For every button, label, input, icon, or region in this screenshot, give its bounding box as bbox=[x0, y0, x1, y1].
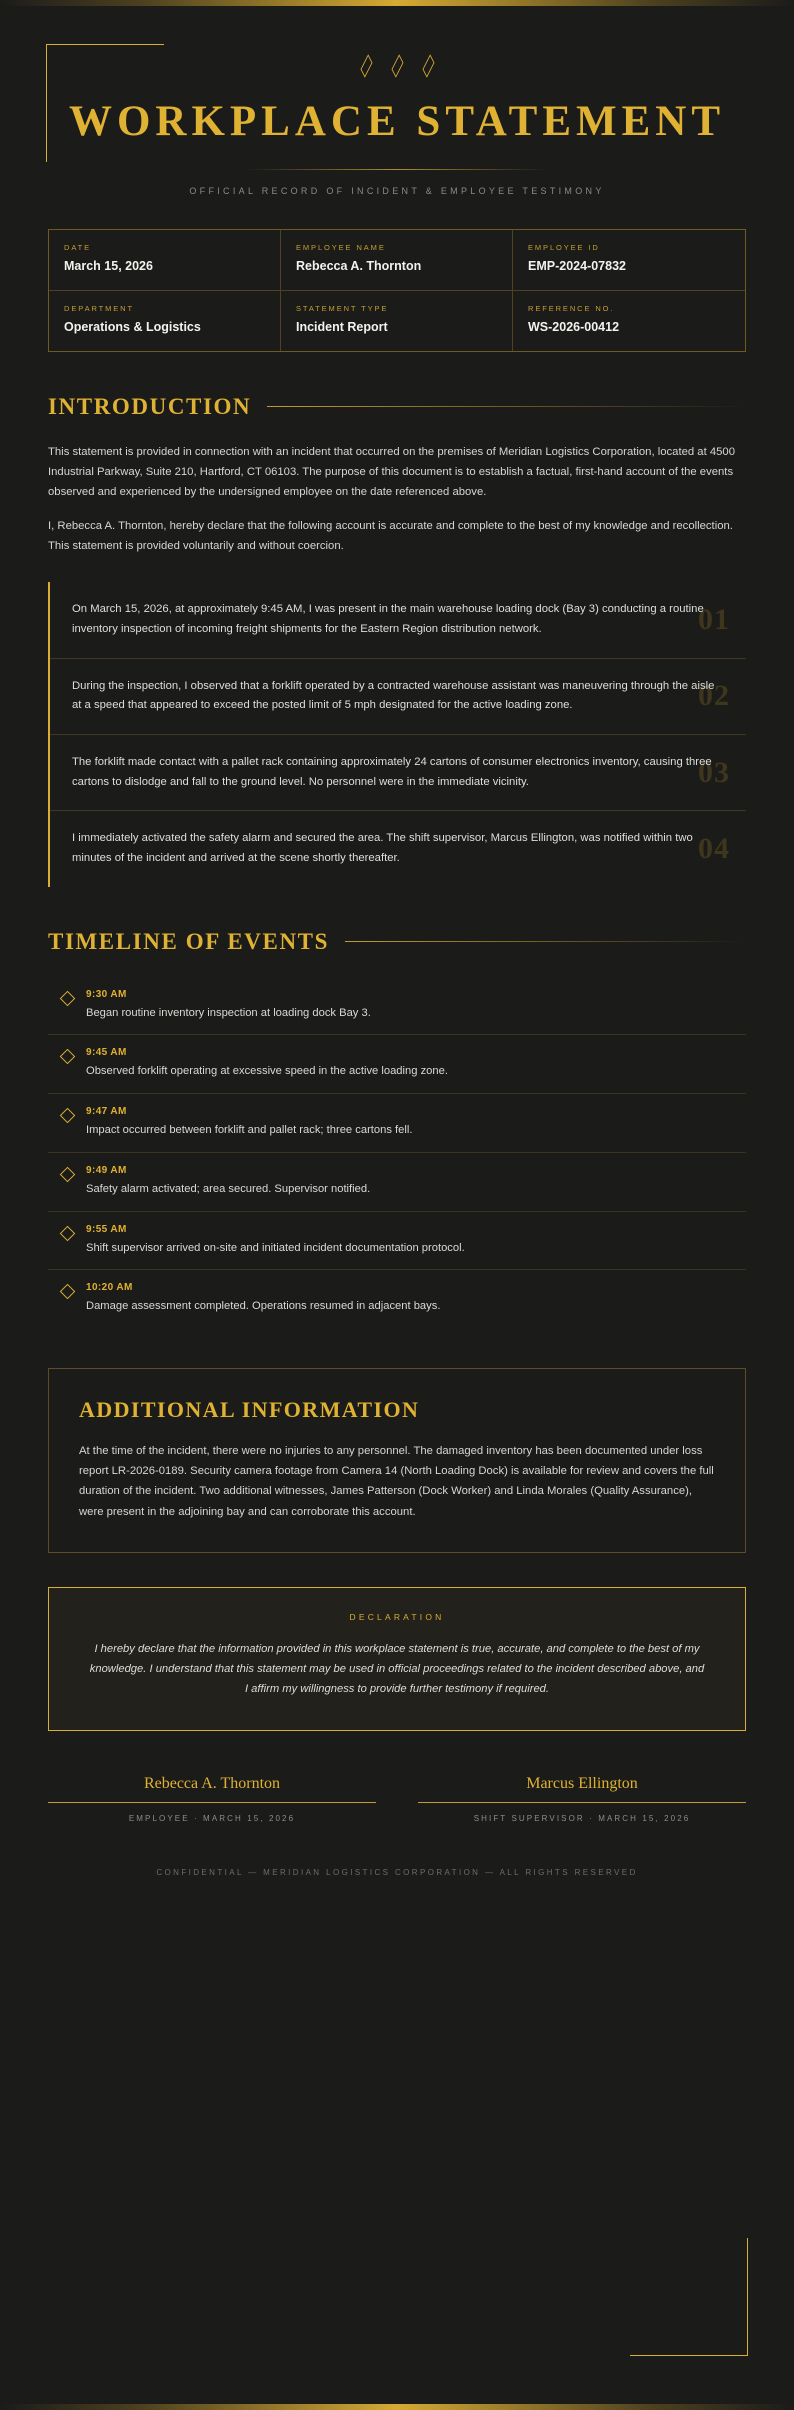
timeline-description: Shift supervisor arrived on-site and initiated incident documentation protocol. bbox=[86, 1241, 465, 1254]
diamond-marker-icon bbox=[60, 1108, 76, 1124]
timeline-time: 9:45 AM bbox=[86, 1047, 127, 1059]
statement-item bbox=[50, 811, 746, 886]
timeline-item bbox=[48, 1035, 746, 1094]
corner-bracket-bottom-right bbox=[630, 2238, 748, 2356]
statement-list bbox=[48, 582, 746, 886]
metadata-label: DEPARTMENT bbox=[64, 303, 134, 313]
timeline-time: 9:30 AM bbox=[86, 988, 127, 1000]
statement-number: 01 bbox=[698, 602, 730, 636]
section-title: INTRODUCTION bbox=[48, 393, 252, 419]
timeline-list bbox=[48, 977, 746, 1329]
additional-information-title: ADDITIONAL INFORMATION bbox=[79, 1397, 420, 1423]
diamond-ornament-icon bbox=[391, 54, 403, 77]
timeline-description: Began routine inventory inspection at loading dock Bay 3. bbox=[86, 1006, 371, 1019]
page-title: WORKPLACE STATEMENT bbox=[68, 98, 726, 145]
section-heading-timeline bbox=[48, 929, 746, 955]
document-header bbox=[48, 0, 746, 196]
statement-item bbox=[50, 735, 746, 811]
metadata-value: March 15, 2026 bbox=[64, 259, 153, 274]
metadata-label: DATE bbox=[64, 243, 92, 253]
metadata-value: EMP-2024-07832 bbox=[528, 259, 626, 274]
diamond-marker-icon bbox=[60, 1167, 76, 1183]
statement-text: I immediately activated the safety alarm and secured the area. The shift supervisor, Marcus Ellington, was notified within two minutes of the incident and arrived at the scene shortly thereafter. bbox=[72, 832, 693, 864]
metadata-label: REFERENCE NO. bbox=[528, 303, 615, 313]
signature-role: EMPLOYEE · MARCH 15, 2026 bbox=[128, 1813, 296, 1823]
declaration-box bbox=[48, 1587, 746, 1731]
statement-text: On March 15, 2026, at approximately 9:45 AM, I was present in the main warehouse loading dock (Bay 3) conducting a routine inventory inspection of incoming freight shipments for the Eastern Region distribution network. bbox=[72, 603, 704, 635]
statement-item bbox=[50, 582, 746, 658]
statement-text: The forklift made contact with a pallet rack containing approximately 24 cartons of consumer electronics inventory, causing three cartons to dislodge and fall to the ground level. No personnel were in the immediate vicinity. bbox=[72, 755, 712, 788]
section-rule bbox=[267, 406, 746, 407]
timeline-description: Observed forklift operating at excessive speed in the active loading zone. bbox=[86, 1065, 448, 1078]
statement-number: 04 bbox=[698, 831, 730, 865]
timeline-item bbox=[48, 1094, 746, 1153]
signature-name: Marcus Ellington bbox=[526, 1774, 638, 1792]
ornament-group bbox=[48, 58, 746, 74]
declaration-text: I hereby declare that the information provided in this workplace statement is true, accurate, and complete to the best of my knowledge. I understand that this statement may be used in official proceedings related to the incident described above, and I affirm my willingness to provide further testimony if required. bbox=[89, 1642, 705, 1696]
diamond-marker-icon bbox=[60, 1049, 76, 1065]
signature-field bbox=[48, 1775, 376, 1823]
document-footer: CONFIDENTIAL — MERIDIAN LOGISTICS CORPORATION — ALL RIGHTS RESERVED bbox=[156, 1867, 638, 1877]
statement-number: 03 bbox=[698, 755, 730, 789]
signature-block bbox=[48, 1775, 746, 1823]
timeline-time: 10:20 AM bbox=[86, 1282, 133, 1294]
timeline-item-body bbox=[86, 1047, 746, 1080]
timeline-description: Damage assessment completed. Operations resumed in adjacent bays. bbox=[86, 1300, 441, 1313]
document-subtitle: OFFICIAL RECORD OF INCIDENT & EMPLOYEE TESTIMONY bbox=[189, 186, 605, 197]
diamond-marker-icon bbox=[60, 1284, 76, 1300]
intro-paragraph: I, Rebecca A. Thornton, hereby declare that the following account is accurate and complete to the best of my knowledge and recollection. This statement is provided voluntarily and without coercion. bbox=[48, 520, 733, 553]
diamond-marker-icon bbox=[60, 1225, 76, 1241]
intro-paragraph: This statement is provided in connection with an incident that occurred on the premises of Meridian Logistics Corporation, located at 4500 Industrial Parkway, Suite 210, Hartford, CT 06103. The purpose of this document is to establish a factual, first-hand account of the events observed and experienced by the undersigned employee on the date referenced above. bbox=[48, 445, 735, 498]
timeline-time: 9:49 AM bbox=[86, 1164, 127, 1176]
timeline-item-body bbox=[86, 1224, 746, 1257]
timeline-description: Impact occurred between forklift and pallet rack; three cartons fell. bbox=[86, 1124, 413, 1137]
metadata-label: EMPLOYEE NAME bbox=[296, 243, 386, 253]
metadata-label: STATEMENT TYPE bbox=[296, 303, 389, 313]
section-heading-introduction bbox=[48, 394, 746, 420]
additional-information-box bbox=[48, 1368, 746, 1552]
declaration-label: DECLARATION bbox=[349, 1611, 445, 1622]
timeline-item-body bbox=[86, 1282, 746, 1315]
statement-number: 02 bbox=[698, 679, 730, 713]
timeline-item-body bbox=[86, 989, 746, 1022]
timeline-time: 9:47 AM bbox=[86, 1106, 127, 1118]
statement-item bbox=[50, 659, 746, 735]
introduction-body bbox=[48, 442, 746, 556]
timeline-item-body bbox=[86, 1106, 746, 1139]
metadata-value: Incident Report bbox=[296, 319, 388, 334]
timeline-time: 9:55 AM bbox=[86, 1223, 127, 1235]
timeline-item bbox=[48, 977, 746, 1036]
diamond-ornament-icon bbox=[360, 54, 372, 77]
metadata-value: WS-2026-00412 bbox=[528, 319, 620, 334]
metadata-table bbox=[48, 229, 746, 352]
signature-name: Rebecca A. Thornton bbox=[143, 1774, 281, 1792]
section-rule bbox=[345, 941, 746, 942]
metadata-value: Operations & Logistics bbox=[64, 319, 201, 334]
bottom-accent-bar bbox=[0, 2404, 794, 2410]
signature-line bbox=[48, 1802, 376, 1803]
metadata-cell bbox=[513, 291, 745, 351]
section-title: TIMELINE OF EVENTS bbox=[48, 928, 330, 954]
metadata-label: EMPLOYEE ID bbox=[528, 243, 600, 253]
metadata-cell bbox=[513, 230, 745, 291]
statement-text: During the inspection, I observed that a forklift operated by a contracted warehouse assistant was maneuvering through the aisle at a speed that appeared to exceed the posted limit of 5 mph designated for the active loading zone. bbox=[72, 679, 715, 712]
timeline-description: Safety alarm activated; area secured. Supervisor notified. bbox=[86, 1182, 371, 1195]
timeline-item bbox=[48, 1153, 746, 1212]
metadata-cell bbox=[281, 291, 513, 351]
metadata-cell bbox=[49, 291, 281, 351]
timeline-item bbox=[48, 1270, 746, 1328]
signature-role: SHIFT SUPERVISOR · MARCH 15, 2026 bbox=[473, 1813, 691, 1823]
diamond-ornament-icon bbox=[422, 54, 434, 77]
diamond-marker-icon bbox=[60, 990, 76, 1006]
timeline-item-body bbox=[86, 1165, 746, 1198]
additional-information-text: At the time of the incident, there were no injuries to any personnel. The damaged inventory has been documented under loss report LR-2026-0189. Security camera footage from Camera 14 (North Loading Dock) is available for review and covers the full duration of the incident. Two additional witnesses, James Patterson (Dock Worker) and Linda Morales (Quality Assurance), were present in the adjoining bay and can corroborate this account. bbox=[79, 1445, 714, 1518]
signature-line bbox=[418, 1802, 746, 1803]
title-divider bbox=[247, 169, 547, 170]
signature-field bbox=[418, 1775, 746, 1823]
metadata-cell bbox=[49, 230, 281, 291]
timeline-item bbox=[48, 1212, 746, 1271]
metadata-value: Rebecca A. Thornton bbox=[296, 259, 422, 274]
metadata-cell bbox=[281, 230, 513, 291]
